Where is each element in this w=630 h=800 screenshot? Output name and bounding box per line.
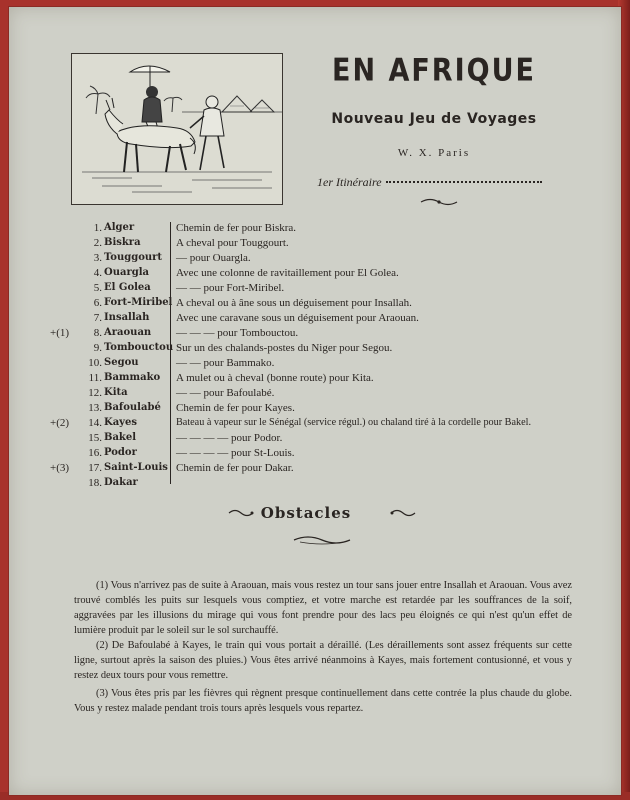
publisher-label: W. X. Paris bbox=[397, 147, 471, 159]
stop-city: Kita bbox=[104, 387, 128, 398]
stop-city: Ouargla bbox=[104, 267, 149, 278]
dotted-leader bbox=[386, 181, 542, 183]
stop-city: Dakar bbox=[104, 477, 138, 488]
obstacle-mark: +(3) bbox=[50, 462, 70, 474]
obstacle-mark: +(1) bbox=[50, 327, 70, 339]
travel-mode: Bateau à vapeur sur le Sénégal (service régul.) ou chaland tiré à la cordelle pour Bakel. bbox=[176, 417, 531, 428]
stop-city: Tombouctou bbox=[104, 342, 174, 353]
stop-number: 12. bbox=[88, 387, 102, 399]
game-subtitle: Nouveau Jeu de Voyages bbox=[331, 111, 537, 127]
stop-city: Kayes bbox=[104, 417, 137, 428]
stop-number: 2. bbox=[93, 237, 102, 249]
stop-city: Bafoulabé bbox=[104, 402, 161, 413]
stop-number: 16. bbox=[88, 447, 102, 459]
section-divider-ornament bbox=[292, 534, 352, 546]
travel-mode: — — — — pour St-Louis. bbox=[176, 447, 295, 459]
stop-city: Saint-Louis bbox=[104, 462, 168, 473]
stop-city: Bammako bbox=[104, 372, 161, 383]
traveller-donkey-illustration bbox=[71, 53, 283, 205]
obstacle-paragraph-1: (1) Vous n'arrivez pas de suite à Araouan, mais vous restez un tour sans jouer entre Insallah et Araouan. Vous avez trouvé comblés les puits sur lesquels vous comptiez, et votre marche est retardée par les souffrances de la soif, aggravées par les illusions du mirage qui vous font prendre pour des lacs peu éloignés ce qui n'est qu'un effet de lumière produit par le soleil sur le sol surchauffé. bbox=[74, 580, 572, 637]
stop-number: 6. bbox=[93, 297, 102, 309]
stop-city: Araouan bbox=[104, 327, 152, 338]
stop-number: 10. bbox=[88, 357, 102, 369]
stop-number: 8. bbox=[93, 327, 102, 339]
stop-city: Segou bbox=[104, 357, 139, 368]
travel-mode: Sur un des chalands-postes du Niger pour Segou. bbox=[176, 342, 393, 354]
stop-city: Podor bbox=[104, 447, 137, 458]
stop-city: Bakel bbox=[104, 432, 137, 443]
travel-mode: Chemin de fer pour Kayes. bbox=[176, 402, 295, 414]
itinerary-label: 1er Itinéraire bbox=[317, 175, 382, 189]
obstacle-paragraph-3: (3) Vous êtes pris par les fièvres qui règnent presque continuellement dans cette contrée la plus chaude du globe. Vous y restez malade pendant trois tours après lesquels vous repartez. bbox=[74, 688, 572, 715]
travel-mode: — — — — pour Podor. bbox=[176, 432, 283, 444]
game-title: EN AFRIQUE bbox=[332, 52, 536, 89]
stop-number: 4. bbox=[93, 267, 102, 279]
stop-city: Touggourt bbox=[104, 252, 163, 263]
stop-city: Fort-Miribel bbox=[104, 297, 173, 308]
travel-mode: A cheval ou à âne sous un déguisement pour Insallah. bbox=[176, 297, 412, 309]
travel-mode: — — pour Bafoulabé. bbox=[176, 387, 275, 399]
stop-number: 13. bbox=[88, 402, 102, 414]
travel-mode: — pour Ouargla. bbox=[176, 252, 251, 264]
stop-number: 11. bbox=[88, 372, 102, 384]
stop-city: Alger bbox=[104, 222, 135, 233]
stop-number: 1. bbox=[93, 222, 102, 234]
itinerary-heading bbox=[317, 175, 567, 190]
stop-number: 3. bbox=[93, 252, 102, 264]
stop-number: 15. bbox=[88, 432, 102, 444]
stop-number: 9. bbox=[93, 342, 102, 354]
travel-mode: A cheval pour Touggourt. bbox=[176, 237, 289, 249]
obstacles-title: Obstacles bbox=[260, 504, 352, 522]
title-ornament-right bbox=[390, 508, 416, 518]
travel-mode: — — pour Fort-Miribel. bbox=[176, 282, 285, 294]
obstacle-paragraph-2: (2) De Bafoulabé à Kayes, le train qui vous portait a déraillé. (Les déraillements sont assez fréquents sur cette ligne, surtout après la saison des pluies.) Vous êtes arrivé néanmoins à Kayes, mais fortement contusionné, et vous y restez deux tours pour vous remettre. bbox=[74, 640, 572, 682]
travel-mode: A mulet ou à cheval (bonne route) pour Kita. bbox=[176, 372, 374, 384]
stop-number: 7. bbox=[93, 312, 102, 324]
stop-city: El Golea bbox=[104, 282, 151, 293]
stop-number: 17. bbox=[88, 462, 102, 474]
stop-city: Insallah bbox=[104, 312, 150, 323]
travel-mode: — — — pour Tombouctou. bbox=[176, 327, 299, 339]
travel-mode: Avec une colonne de ravitaillement pour El Golea. bbox=[176, 267, 399, 279]
stop-number: 18. bbox=[88, 477, 102, 489]
travel-mode: Chemin de fer pour Biskra. bbox=[176, 222, 297, 234]
travel-mode: Avec une caravane sous un déguisement pour Araouan. bbox=[176, 312, 419, 324]
obstacle-mark: +(2) bbox=[50, 417, 70, 429]
stop-city: Biskra bbox=[104, 237, 141, 248]
travel-mode: Chemin de fer pour Dakar. bbox=[176, 462, 294, 474]
travel-mode: — — pour Bammako. bbox=[176, 357, 275, 369]
stop-number: 14. bbox=[88, 417, 102, 429]
itinerary-ornament bbox=[419, 197, 459, 207]
stop-number: 5. bbox=[93, 282, 102, 294]
